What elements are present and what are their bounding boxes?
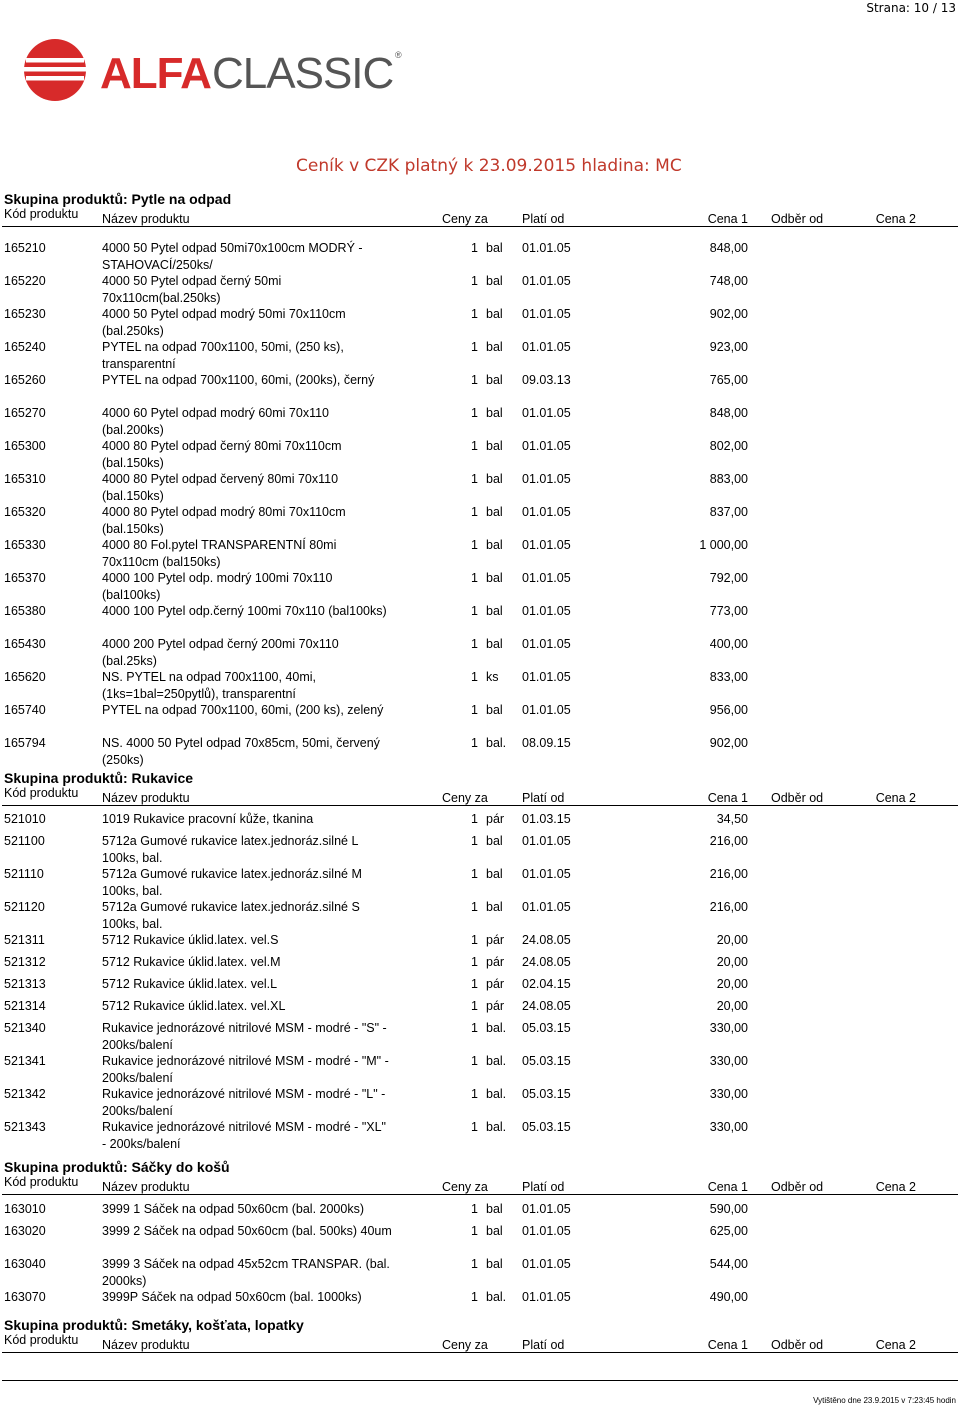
valid-from-date: 01.01.05 (522, 307, 571, 321)
price-1: 802,00 (709, 439, 748, 453)
column-header-valid: Platí od (522, 1338, 565, 1352)
product-name: 3999P Sáček na odpad 50x60cm (bal. 1000ks) (102, 1290, 362, 1304)
quantity: 1 (471, 867, 478, 881)
valid-from-date: 24.08.05 (522, 955, 571, 969)
unit: bal (486, 637, 503, 651)
product-name: 4000 50 Pytel odpad modrý 50mi 70x110cm (bal.250ks) (102, 307, 346, 338)
product-code: 165310 (4, 472, 46, 486)
price-1: 20,00 (716, 955, 748, 969)
unit: pár (486, 977, 505, 991)
unit: bal (486, 571, 503, 585)
valid-from-date: 01.01.05 (522, 867, 571, 881)
unit: bal (486, 538, 503, 552)
price-1: 330,00 (709, 1087, 748, 1101)
product-code: 165220 (4, 274, 46, 288)
quantity: 1 (471, 812, 478, 826)
column-header-code: Kód produktu (4, 786, 79, 800)
product-code: 521100 (4, 834, 45, 848)
unit: bal. (486, 1054, 507, 1068)
product-name: 3999 1 Sáček na odpad 50x60cm (bal. 2000ks) (102, 1202, 364, 1216)
valid-from-date: 01.03.15 (522, 812, 571, 826)
column-header-from: Odběr od (771, 791, 824, 805)
product-code: 521314 (4, 999, 46, 1013)
column-header-unit: Ceny za (442, 791, 488, 805)
valid-from-date: 01.01.05 (522, 637, 571, 651)
unit: bal (486, 340, 503, 354)
valid-from-date: 01.01.05 (522, 571, 571, 585)
product-code: 165230 (4, 307, 46, 321)
unit: bal. (486, 736, 507, 750)
price-1: 216,00 (709, 867, 748, 881)
valid-from-date: 05.03.15 (522, 1087, 571, 1101)
price-1: 34,50 (716, 812, 748, 826)
column-header-from: Odběr od (771, 1180, 824, 1194)
product-code: 521342 (4, 1087, 46, 1101)
product-name: 1019 Rukavice pracovní kůže, tkanina (102, 812, 314, 826)
quantity: 1 (471, 955, 478, 969)
valid-from-date: 01.01.05 (522, 1224, 571, 1238)
product-name: 4000 80 Pytel odpad červený 80mi 70x110 (bal.150ks) (102, 472, 339, 503)
price-1: 956,00 (709, 703, 748, 717)
unit: bal (486, 274, 503, 288)
product-code: 165320 (4, 505, 46, 519)
unit: ks (486, 670, 499, 684)
product-code: 163010 (4, 1202, 46, 1216)
product-name: 4000 80 Fol.pytel TRANSPARENTNÍ 80mi 70x110cm (bal150ks) (102, 538, 337, 569)
valid-from-date: 01.01.05 (522, 1202, 571, 1216)
price-1: 748,00 (709, 274, 748, 288)
price-1: 848,00 (709, 241, 748, 255)
valid-from-date: 01.01.05 (522, 439, 571, 453)
column-header-unit: Ceny za (442, 212, 488, 226)
printed-timestamp: Vytištěno dne 23.9.2015 v 7:23:45 hodin (813, 1396, 956, 1405)
quantity: 1 (471, 373, 478, 387)
quantity: 1 (471, 834, 478, 848)
unit: pár (486, 812, 505, 826)
column-header-valid: Platí od (522, 212, 565, 226)
product-code: 521120 (4, 900, 45, 914)
unit: bal (486, 406, 503, 420)
column-header-valid: Platí od (522, 791, 565, 805)
quantity: 1 (471, 703, 478, 717)
product-code: 165270 (4, 406, 46, 420)
valid-from-date: 01.01.05 (522, 604, 571, 618)
column-header-code: Kód produktu (4, 1333, 79, 1347)
column-header-from: Odběr od (771, 1338, 824, 1352)
valid-from-date: 05.03.15 (522, 1120, 571, 1134)
product-name: 5712 Rukavice úklid.latex. vel.S (102, 933, 279, 947)
header-divider (2, 805, 958, 806)
unit: bal (486, 241, 503, 255)
unit: bal (486, 505, 503, 519)
footer-divider (2, 1380, 958, 1381)
quantity: 1 (471, 241, 478, 255)
quantity: 1 (471, 1021, 478, 1035)
unit: bal (486, 703, 503, 717)
quantity: 1 (471, 1087, 478, 1101)
alfaclassic-logo (22, 36, 412, 106)
product-code: 163070 (4, 1290, 46, 1304)
valid-from-date: 01.01.05 (522, 834, 571, 848)
product-code: 521312 (4, 955, 46, 969)
header-divider (2, 1194, 958, 1195)
price-1: 330,00 (709, 1054, 748, 1068)
unit: pár (486, 933, 505, 947)
valid-from-date: 01.01.05 (522, 900, 571, 914)
price-1: 20,00 (716, 977, 748, 991)
price-1: 590,00 (709, 1202, 748, 1216)
price-1: 902,00 (709, 307, 748, 321)
product-name: 4000 100 Pytel odp. modrý 100mi 70x110 (bal100ks) (102, 571, 333, 602)
product-code: 165210 (4, 241, 46, 255)
column-header-code: Kód produktu (4, 207, 79, 221)
valid-from-date: 01.01.05 (522, 340, 571, 354)
quantity: 1 (471, 439, 478, 453)
price-1: 216,00 (709, 900, 748, 914)
quantity: 1 (471, 1224, 478, 1238)
valid-from-date: 09.03.13 (522, 373, 571, 387)
quantity: 1 (471, 1290, 478, 1304)
product-name: 5712 Rukavice úklid.latex. vel.M (102, 955, 281, 969)
group-title: Skupina produktů: Smetáky, košťata, lopatky (4, 1317, 304, 1333)
valid-from-date: 24.08.05 (522, 933, 571, 947)
valid-from-date: 05.03.15 (522, 1021, 571, 1035)
product-name: 4000 200 Pytel odpad černý 200mi 70x110 (bal.25ks) (102, 637, 339, 668)
column-header-name: Název produktu (102, 1180, 190, 1194)
product-name: 4000 100 Pytel odp.černý 100mi 70x110 (bal100ks) (102, 604, 387, 618)
price-1: 20,00 (716, 933, 748, 947)
price-1: 792,00 (709, 571, 748, 585)
product-name: Rukavice jednorázové nitrilové MSM - modré - "M" - 200ks/balení (102, 1054, 389, 1085)
valid-from-date: 01.01.05 (522, 1257, 571, 1271)
price-1: 883,00 (709, 472, 748, 486)
product-code: 521341 (4, 1054, 46, 1068)
valid-from-date: 01.01.05 (522, 670, 571, 684)
price-1: 773,00 (709, 604, 748, 618)
quantity: 1 (471, 571, 478, 585)
quantity: 1 (471, 977, 478, 991)
product-code: 165430 (4, 637, 46, 651)
column-header-price1: Cena 1 (707, 791, 748, 805)
price-1: 625,00 (709, 1224, 748, 1238)
product-name: 5712a Gumové rukavice latex.jednoráz.silné M 100ks, bal. (102, 867, 362, 898)
valid-from-date: 24.08.05 (522, 999, 571, 1013)
svg-text:®: ® (395, 50, 402, 60)
product-name: PYTEL na odpad 700x1100, 60mi, (200ks), černý (102, 373, 375, 387)
price-1: 923,00 (709, 340, 748, 354)
unit: bal (486, 439, 503, 453)
unit: bal. (486, 1021, 507, 1035)
column-header-from: Odběr od (771, 212, 824, 226)
product-code: 165330 (4, 538, 46, 552)
product-name: Rukavice jednorázové nitrilové MSM - modré - "XL" - 200ks/balení (102, 1120, 386, 1151)
quantity: 1 (471, 1257, 478, 1271)
column-header-price2: Cena 2 (875, 1338, 916, 1352)
group-title: Skupina produktů: Rukavice (4, 770, 194, 786)
valid-from-date: 01.01.05 (522, 1290, 571, 1304)
product-name: 5712 Rukavice úklid.latex. vel.XL (102, 999, 286, 1013)
column-header-unit: Ceny za (442, 1180, 488, 1194)
quantity: 1 (471, 1054, 478, 1068)
quantity: 1 (471, 307, 478, 321)
column-header-price1: Cena 1 (707, 212, 748, 226)
product-name: 4000 50 Pytel odpad 50mi70x100cm MODRÝ -STAHOVACÍ/250ks/ (102, 241, 363, 272)
unit: bal (486, 472, 503, 486)
product-code: 521010 (4, 812, 46, 826)
quantity: 1 (471, 637, 478, 651)
unit: pár (486, 999, 505, 1013)
product-code: 165740 (4, 703, 46, 717)
product-code: 165370 (4, 571, 46, 585)
product-name: 4000 50 Pytel odpad černý 50mi 70x110cm(bal.250ks) (102, 274, 282, 305)
product-name: NS. 4000 50 Pytel odpad 70x85cm, 50mi, červený (250ks) (102, 736, 380, 767)
product-name: PYTEL na odpad 700x1100, 50mi, (250 ks), transparentní (102, 340, 344, 371)
column-header-price1: Cena 1 (707, 1180, 748, 1194)
price-1: 330,00 (709, 1021, 748, 1035)
product-name: 4000 80 Pytel odpad modrý 80mi 70x110cm (bal.150ks) (102, 505, 346, 536)
unit: pár (486, 955, 505, 969)
svg-text:CLASSIC: CLASSIC (212, 49, 394, 98)
product-name: PYTEL na odpad 700x1100, 60mi, (200 ks), zelený (102, 703, 384, 717)
product-code: 165794 (4, 736, 46, 750)
quantity: 1 (471, 340, 478, 354)
column-header-code: Kód produktu (4, 1175, 79, 1189)
unit: bal (486, 834, 503, 848)
product-name: 5712a Gumové rukavice latex.jednoráz.silné S 100ks, bal. (102, 900, 360, 931)
column-header-valid: Platí od (522, 1180, 565, 1194)
product-name: 3999 3 Sáček na odpad 45x52cm TRANSPAR. (bal. 2000ks) (102, 1257, 390, 1288)
column-header-price2: Cena 2 (875, 212, 916, 226)
valid-from-date: 01.01.05 (522, 274, 571, 288)
product-code: 163020 (4, 1224, 46, 1238)
header-divider (2, 226, 958, 227)
unit: bal (486, 1224, 503, 1238)
column-header-price1: Cena 1 (707, 1338, 748, 1352)
product-code: 165300 (4, 439, 46, 453)
product-name: 4000 80 Pytel odpad černý 80mi 70x110cm (bal.150ks) (102, 439, 342, 470)
product-code: 521110 (4, 867, 44, 881)
quantity: 1 (471, 736, 478, 750)
price-1: 837,00 (709, 505, 748, 519)
unit: bal. (486, 1120, 507, 1134)
column-header-price2: Cena 2 (875, 1180, 916, 1194)
valid-from-date: 05.03.15 (522, 1054, 571, 1068)
product-code: 521340 (4, 1021, 46, 1035)
product-name: Rukavice jednorázové nitrilové MSM - modré - "L" - 200ks/balení (102, 1087, 386, 1118)
price-1: 902,00 (709, 736, 748, 750)
quantity: 1 (471, 933, 478, 947)
column-header-name: Název produktu (102, 791, 190, 805)
quantity: 1 (471, 472, 478, 486)
price-1: 765,00 (709, 373, 748, 387)
price-1: 400,00 (709, 637, 748, 651)
unit: bal (486, 1257, 503, 1271)
product-code: 163040 (4, 1257, 46, 1271)
product-code: 165240 (4, 340, 46, 354)
product-name: Rukavice jednorázové nitrilové MSM - modré - "S" - 200ks/balení (102, 1021, 387, 1052)
unit: bal. (486, 1087, 507, 1101)
price-1: 490,00 (709, 1290, 748, 1304)
valid-from-date: 01.01.05 (522, 406, 571, 420)
quantity: 1 (471, 670, 478, 684)
unit: bal (486, 867, 503, 881)
quantity: 1 (471, 900, 478, 914)
quantity: 1 (471, 505, 478, 519)
unit: bal. (486, 1290, 507, 1304)
product-name: 5712a Gumové rukavice latex.jednoráz.silné L 100ks, bal. (102, 834, 358, 865)
price-1: 330,00 (709, 1120, 748, 1134)
price-1: 848,00 (709, 406, 748, 420)
quantity: 1 (471, 406, 478, 420)
page-number: Strana: 10 / 13 (866, 1, 956, 15)
column-header-name: Název produktu (102, 212, 190, 226)
svg-text:ALFA: ALFA (100, 49, 211, 98)
product-name: 4000 60 Pytel odpad modrý 60mi 70x110 (bal.200ks) (102, 406, 330, 437)
unit: bal (486, 1202, 503, 1216)
product-code: 165260 (4, 373, 46, 387)
unit: bal (486, 307, 503, 321)
valid-from-date: 02.04.15 (522, 977, 571, 991)
quantity: 1 (471, 274, 478, 288)
price-1: 1 000,00 (699, 538, 748, 552)
price-1: 20,00 (716, 999, 748, 1013)
price-1: 216,00 (709, 834, 748, 848)
valid-from-date: 01.01.05 (522, 505, 571, 519)
product-code: 521313 (4, 977, 46, 991)
column-header-price2: Cena 2 (875, 791, 916, 805)
column-header-unit: Ceny za (442, 1338, 488, 1352)
price-1: 833,00 (709, 670, 748, 684)
valid-from-date: 08.09.15 (522, 736, 571, 750)
quantity: 1 (471, 1202, 478, 1216)
group-title: Skupina produktů: Sáčky do košů (4, 1159, 230, 1175)
product-name: 5712 Rukavice úklid.latex. vel.L (102, 977, 278, 991)
valid-from-date: 01.01.05 (522, 241, 571, 255)
group-title: Skupina produktů: Pytle na odpad (4, 191, 232, 207)
product-code: 165620 (4, 670, 46, 684)
quantity: 1 (471, 604, 478, 618)
header-divider (2, 1352, 958, 1353)
unit: bal (486, 373, 503, 387)
product-code: 521343 (4, 1120, 46, 1134)
pricelist-title: Ceník v CZK platný k 23.09.2015 hladina: MC (296, 156, 682, 176)
price-1: 544,00 (709, 1257, 748, 1271)
quantity: 1 (471, 1120, 478, 1134)
product-code: 521311 (4, 933, 45, 947)
product-name: NS. PYTEL na odpad 700x1100, 40mi, (1ks=1bal=250pytlů), transparentní (102, 670, 317, 701)
product-code: 165380 (4, 604, 46, 618)
column-header-name: Název produktu (102, 1338, 190, 1352)
quantity: 1 (471, 538, 478, 552)
quantity: 1 (471, 999, 478, 1013)
unit: bal (486, 900, 503, 914)
unit: bal (486, 604, 503, 618)
valid-from-date: 01.01.05 (522, 472, 571, 486)
valid-from-date: 01.01.05 (522, 703, 571, 717)
product-name: 3999 2 Sáček na odpad 50x60cm (bal. 500ks) 40um (102, 1224, 392, 1238)
valid-from-date: 01.01.05 (522, 538, 571, 552)
